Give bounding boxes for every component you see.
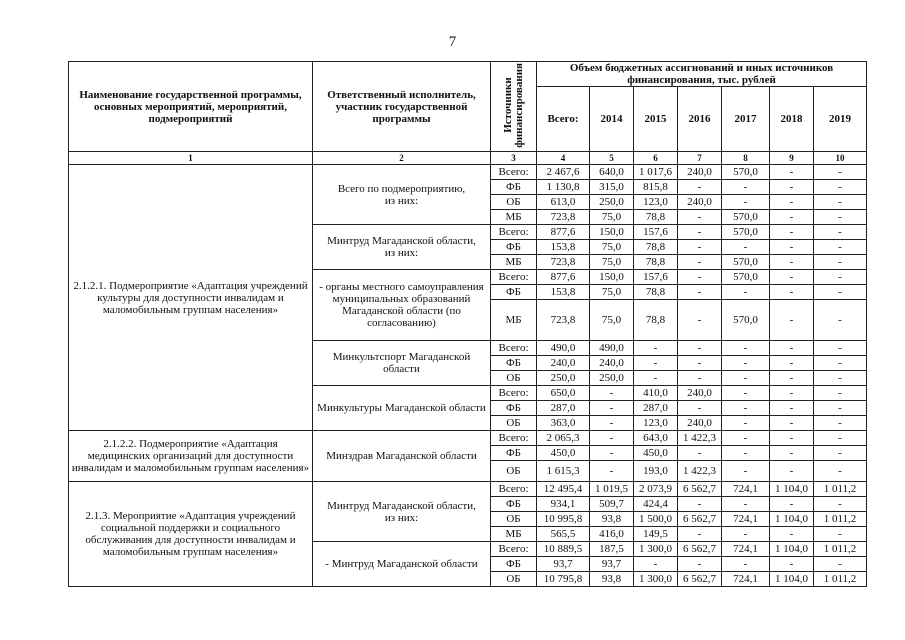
budget-value: 723,8 [537,210,590,225]
budget-value: - [814,527,867,542]
budget-value: 93,7 [590,557,634,572]
budget-value: 1 019,5 [590,482,634,497]
budget-value: - [770,285,814,300]
budget-value: - [634,557,678,572]
budget-value: - [590,431,634,446]
budget-value: - [770,431,814,446]
budget-value: 240,0 [537,356,590,371]
budget-value: - [814,165,867,180]
budget-value: 287,0 [537,401,590,416]
table-row [69,482,867,497]
budget-value: 509,7 [590,497,634,512]
budget-value: 724,1 [722,512,770,527]
budget-value: 1 011,2 [814,542,867,557]
budget-value: - [722,557,770,572]
executor-name: Минтруд Магаданской области, из них: [313,482,491,542]
budget-value: - [770,195,814,210]
budget-value: - [722,341,770,356]
budget-value: - [678,255,722,270]
budget-value: - [678,497,722,512]
budget-value: 6 562,7 [678,512,722,527]
budget-value: 1 104,0 [770,482,814,497]
program-item-name: 2.1.2.1. Подмероприятие «Адаптация учреждений культуры для доступности инвалидам и маломобильным группам населения» [69,165,313,431]
budget-value: 724,1 [722,542,770,557]
budget-value: - [678,270,722,285]
budget-value: - [678,446,722,461]
executor-name: Минкультспорт Магаданской области [313,341,491,386]
budget-value: 1 422,3 [678,431,722,446]
budget-value: 877,6 [537,270,590,285]
budget-value: - [770,165,814,180]
budget-value: 93,8 [590,572,634,587]
budget-value: 640,0 [590,165,634,180]
budget-value: 490,0 [590,341,634,356]
budget-value: - [814,300,867,341]
budget-value: 1 130,8 [537,180,590,195]
budget-value: - [770,401,814,416]
budget-value: 315,0 [590,180,634,195]
budget-value: - [770,416,814,431]
budget-value: 240,0 [678,165,722,180]
funding-source: Всего: [491,341,537,356]
budget-value: - [722,285,770,300]
budget-value: 123,0 [634,416,678,431]
budget-value: 643,0 [634,431,678,446]
table-row [69,165,867,180]
column-number: 5 [590,152,634,165]
funding-source: ОБ [491,195,537,210]
funding-source: ФБ [491,446,537,461]
budget-value: 490,0 [537,341,590,356]
budget-value: - [814,401,867,416]
budget-value: 240,0 [678,386,722,401]
budget-value: - [722,416,770,431]
funding-source: Всего: [491,482,537,497]
column-number: 2 [313,152,491,165]
budget-value: - [722,240,770,255]
header-funding-source-text: Источники финансирования [501,62,525,148]
funding-source: ФБ [491,497,537,512]
budget-value: - [678,240,722,255]
budget-value: 193,0 [634,461,678,482]
budget-value: 187,5 [590,542,634,557]
budget-value: - [590,401,634,416]
header-funding-source [491,62,537,152]
budget-value: 6 562,7 [678,482,722,497]
budget-value: 75,0 [590,285,634,300]
budget-value: - [590,386,634,401]
budget-value: - [770,300,814,341]
budget-value: - [814,285,867,300]
budget-value: - [770,461,814,482]
header-year-0: Всего: [537,87,590,152]
budget-value: 565,5 [537,527,590,542]
budget-value: - [678,371,722,386]
column-number: 4 [537,152,590,165]
header-budget-group: Объем бюджетных ассигнований и иных источников финансирования, тыс. рублей [537,62,867,87]
budget-value: - [722,371,770,386]
funding-source: ФБ [491,557,537,572]
budget-value: - [678,210,722,225]
budget-value: - [814,341,867,356]
column-number: 1 [69,152,313,165]
budget-value: 75,0 [590,300,634,341]
budget-value: - [770,210,814,225]
budget-value: - [770,180,814,195]
executor-name: Минздрав Магаданской области [313,431,491,482]
budget-value: - [814,386,867,401]
budget-value: 75,0 [590,240,634,255]
budget-value: 723,8 [537,255,590,270]
budget-value: 78,8 [634,255,678,270]
budget-value: 570,0 [722,210,770,225]
budget-value: 250,0 [537,371,590,386]
column-number: 10 [814,152,867,165]
budget-value: 10 995,8 [537,512,590,527]
header-year-5: 2018 [770,87,814,152]
budget-value: 410,0 [634,386,678,401]
budget-value: - [634,341,678,356]
budget-value: 1 615,3 [537,461,590,482]
header-year-6: 2019 [814,87,867,152]
budget-value: 1 422,3 [678,461,722,482]
budget-value: 240,0 [590,356,634,371]
funding-source: Всего: [491,225,537,240]
column-number: 8 [722,152,770,165]
budget-value: 93,7 [537,557,590,572]
budget-value: 150,0 [590,225,634,240]
budget-value: 570,0 [722,225,770,240]
budget-value: - [814,225,867,240]
budget-value: 570,0 [722,300,770,341]
budget-value: 157,6 [634,270,678,285]
column-number: 6 [634,152,678,165]
budget-value: 153,8 [537,240,590,255]
budget-value: - [722,497,770,512]
budget-value: 1 011,2 [814,482,867,497]
budget-value: 6 562,7 [678,572,722,587]
budget-value: 416,0 [590,527,634,542]
column-number: 3 [491,152,537,165]
budget-value: 450,0 [537,446,590,461]
budget-value: 75,0 [590,255,634,270]
funding-source: ОБ [491,371,537,386]
funding-source: Всего: [491,542,537,557]
budget-value: - [590,446,634,461]
budget-value: 723,8 [537,300,590,341]
budget-value: 78,8 [634,210,678,225]
budget-value: - [814,497,867,512]
budget-value: - [814,371,867,386]
budget-value: 650,0 [537,386,590,401]
budget-value: 363,0 [537,416,590,431]
budget-value: 78,8 [634,240,678,255]
budget-value: - [678,180,722,195]
header-executor: Ответственный исполнитель, участник государственной программы [313,62,491,152]
budget-value: 1 104,0 [770,542,814,557]
budget-value: - [770,446,814,461]
funding-source: Всего: [491,165,537,180]
budget-value: 75,0 [590,210,634,225]
budget-value: 724,1 [722,482,770,497]
budget-value: - [770,356,814,371]
column-number: 7 [678,152,722,165]
header-year-2: 2015 [634,87,678,152]
budget-value: 934,1 [537,497,590,512]
budget-value: 2 467,6 [537,165,590,180]
budget-value: - [678,356,722,371]
funding-source: ФБ [491,401,537,416]
funding-source: ФБ [491,240,537,255]
budget-value: 123,0 [634,195,678,210]
budget-value: 1 017,6 [634,165,678,180]
budget-value: - [770,341,814,356]
column-number: 9 [770,152,814,165]
budget-value: - [814,240,867,255]
header-year-4: 2017 [722,87,770,152]
budget-value: 78,8 [634,300,678,341]
funding-source: ФБ [491,180,537,195]
table-row [69,431,867,446]
budget-value: 1 104,0 [770,572,814,587]
budget-value: 2 065,3 [537,431,590,446]
budget-value: - [770,386,814,401]
budget-value: 12 495,4 [537,482,590,497]
budget-value: 1 011,2 [814,572,867,587]
budget-value: - [814,210,867,225]
funding-source: МБ [491,300,537,341]
budget-value: - [678,285,722,300]
budget-value: - [678,341,722,356]
executor-name: - органы местного самоуправления муниципальных образований Магаданской области (по согласованию) [313,270,491,341]
funding-source: Всего: [491,431,537,446]
budget-value: 1 300,0 [634,542,678,557]
budget-value: 10 889,5 [537,542,590,557]
funding-source: ФБ [491,285,537,300]
budget-value: - [814,461,867,482]
funding-source: ОБ [491,512,537,527]
budget-value: 150,0 [590,270,634,285]
budget-value: - [590,461,634,482]
budget-value: - [814,356,867,371]
executor-name: - Минтруд Магаданской области [313,542,491,587]
budget-value: 724,1 [722,572,770,587]
budget-value: 93,8 [590,512,634,527]
budget-value: - [814,431,867,446]
budget-value: 1 011,2 [814,512,867,527]
budget-value: - [634,371,678,386]
budget-value: - [814,416,867,431]
funding-source: Всего: [491,386,537,401]
budget-value: - [722,356,770,371]
funding-source: МБ [491,527,537,542]
budget-value: 613,0 [537,195,590,210]
budget-value: - [722,527,770,542]
budget-value: - [678,225,722,240]
program-item-name: 2.1.3. Мероприятие «Адаптация учреждений социальной поддержки и социального обслуживания для доступности инвалидам и маломобильным группам населения» [69,482,313,587]
budget-value: - [678,401,722,416]
budget-value: 570,0 [722,165,770,180]
budget-table [68,61,867,587]
budget-value: - [678,557,722,572]
funding-source: ОБ [491,416,537,431]
funding-source: ОБ [491,572,537,587]
budget-value: - [814,195,867,210]
header-year-3: 2016 [678,87,722,152]
budget-value: 10 795,8 [537,572,590,587]
budget-value: - [722,180,770,195]
budget-value: 149,5 [634,527,678,542]
funding-source: МБ [491,255,537,270]
funding-source: ФБ [491,356,537,371]
program-item-name: 2.1.2.2. Подмероприятие «Адаптация медицинских организаций для доступности инвалидам и маломобильным группам населения» [69,431,313,482]
budget-value: - [814,180,867,195]
budget-value: 424,4 [634,497,678,512]
budget-value: - [770,255,814,270]
budget-value: 450,0 [634,446,678,461]
executor-name: Всего по подмероприятию, из них: [313,165,491,225]
budget-value: - [814,270,867,285]
budget-value: - [814,446,867,461]
header-program-name: Наименование государственной программы, основных мероприятий, мероприятий, подмероприятий [69,62,313,152]
budget-value: - [722,446,770,461]
budget-value: - [814,557,867,572]
budget-value: 153,8 [537,285,590,300]
budget-value: 815,8 [634,180,678,195]
budget-value: - [770,557,814,572]
budget-value: - [722,195,770,210]
budget-value: - [770,497,814,512]
budget-value: - [770,371,814,386]
funding-source: МБ [491,210,537,225]
budget-value: - [678,300,722,341]
budget-value: - [770,527,814,542]
executor-name: Минтруд Магаданской области, из них: [313,225,491,270]
budget-value: - [634,356,678,371]
budget-value: - [770,240,814,255]
budget-value: 250,0 [590,195,634,210]
budget-value: - [722,461,770,482]
header-year-1: 2014 [590,87,634,152]
funding-source: Всего: [491,270,537,285]
budget-value: 250,0 [590,371,634,386]
budget-value: 287,0 [634,401,678,416]
budget-value: - [770,225,814,240]
budget-value: - [722,431,770,446]
budget-value: 1 300,0 [634,572,678,587]
budget-value: 570,0 [722,270,770,285]
budget-value: - [590,416,634,431]
budget-value: 877,6 [537,225,590,240]
budget-value: 6 562,7 [678,542,722,557]
budget-value: - [814,255,867,270]
budget-value: 2 073,9 [634,482,678,497]
budget-value: 240,0 [678,195,722,210]
budget-value: - [678,527,722,542]
budget-value: 240,0 [678,416,722,431]
budget-value: 78,8 [634,285,678,300]
budget-value: - [722,386,770,401]
funding-source: ОБ [491,461,537,482]
budget-value: - [770,270,814,285]
budget-value: 1 500,0 [634,512,678,527]
page-number: 7 [448,34,457,50]
budget-value: 570,0 [722,255,770,270]
budget-value: 157,6 [634,225,678,240]
budget-value: 1 104,0 [770,512,814,527]
executor-name: Минкультуры Магаданской области [313,386,491,431]
budget-value: - [722,401,770,416]
